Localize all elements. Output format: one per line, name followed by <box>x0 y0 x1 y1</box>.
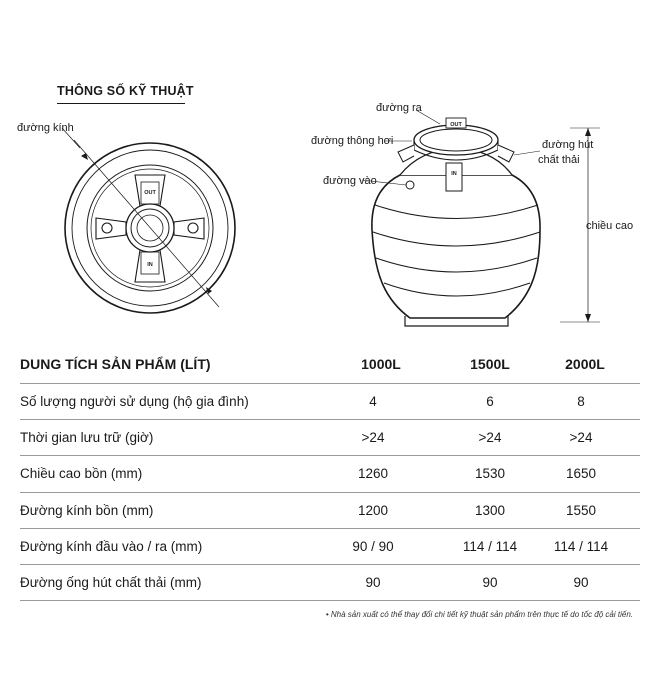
label-vent: đường thông hơi <box>311 135 394 147</box>
row-value: 114 / 114 <box>553 538 609 554</box>
row-value: 114 / 114 <box>462 538 518 554</box>
label-suction: đường hút <box>542 139 594 151</box>
row-value: 8 <box>577 394 585 409</box>
header-capacity: DUNG TÍCH SẢN PHẨM (LÍT) <box>20 356 211 372</box>
header-2000l: 2000L <box>565 356 605 372</box>
top-in-marker: IN <box>147 262 153 268</box>
side-out-marker: OUT <box>450 122 462 128</box>
spec-table <box>20 345 640 601</box>
technical-drawing <box>0 0 645 345</box>
top-out-marker: OUT <box>144 190 156 196</box>
row-value: >24 <box>361 430 385 446</box>
row-label: Thời gian lưu trữ (giờ) <box>20 430 154 446</box>
label-height: chiều cao <box>586 220 634 232</box>
row-value: 1260 <box>357 466 389 482</box>
table-row <box>20 456 640 492</box>
row-value: 1300 <box>474 502 506 518</box>
header-1000l: 1000L <box>361 356 401 372</box>
row-value: 1650 <box>565 466 597 482</box>
label-diameter: đường kính <box>17 122 74 134</box>
row-value: >24 <box>569 430 593 446</box>
section-title: THÔNG SỐ KỸ THUẬT <box>57 84 194 98</box>
row-value: 90 <box>365 574 381 590</box>
label-suction-line2: chất thải <box>538 154 580 166</box>
row-label: Đường ống hút chất thải (mm) <box>20 574 202 590</box>
row-value: 1550 <box>565 502 597 518</box>
row-value: >24 <box>478 430 502 446</box>
row-value: 6 <box>486 394 494 409</box>
row-label: Đường kính bồn (mm) <box>20 502 154 518</box>
row-label: Số lượng người sử dụng (hộ gia đình) <box>20 394 249 409</box>
row-label: Đường kính đầu vào / ra (mm) <box>20 538 203 554</box>
table-row <box>20 493 640 529</box>
footnote: • Nhà sản xuất có thể thay đổi chi tiết kỹ thuật sản phẩm trên thực tế do tốc độ cải tiến. <box>325 610 633 619</box>
header-1500l: 1500L <box>470 356 510 372</box>
row-value: 90 <box>573 574 589 590</box>
label-outlet: đường ra <box>376 102 422 114</box>
row-value: 1200 <box>357 502 389 518</box>
side-in-marker: IN <box>451 171 457 177</box>
label-inlet: đường vào <box>323 175 377 187</box>
row-value: 90 <box>482 574 498 590</box>
table-row <box>20 420 640 456</box>
top-view-drawing <box>62 128 235 313</box>
row-value: 90 / 90 <box>352 538 394 554</box>
table-row <box>20 529 640 565</box>
row-label: Chiều cao bồn (mm) <box>20 466 143 482</box>
row-value: 1530 <box>474 466 506 482</box>
table-header-row <box>20 345 640 384</box>
table-row <box>20 384 640 420</box>
table-row <box>20 565 640 601</box>
row-value: 4 <box>369 394 377 409</box>
